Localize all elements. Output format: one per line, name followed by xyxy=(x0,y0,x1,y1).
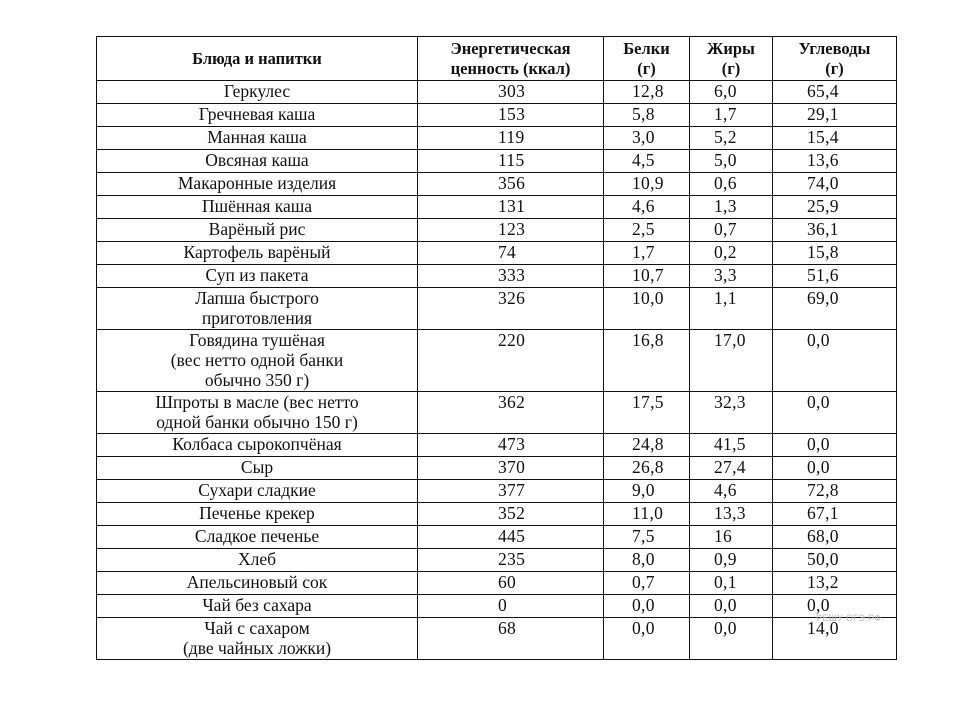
carbs-cell: 13,6 xyxy=(773,150,897,173)
carbs-cell: 68,0 xyxy=(773,526,897,549)
dish-name-line: Сухари сладкие xyxy=(198,480,316,500)
fat-cell: 3,3 xyxy=(690,265,773,288)
table-row xyxy=(97,104,897,127)
energy-cell: 445 xyxy=(418,526,604,549)
protein-cell: 1,7 xyxy=(604,242,690,265)
dish-name-cell xyxy=(97,457,418,480)
protein-cell: 4,6 xyxy=(604,196,690,219)
dish-name-cell xyxy=(97,127,418,150)
protein-cell: 2,5 xyxy=(604,219,690,242)
dish-name-line: Сладкое печенье xyxy=(194,526,320,546)
dish-name-cell xyxy=(97,81,418,104)
header-energy-line1: Энергетическая xyxy=(450,38,571,58)
protein-cell: 16,8 xyxy=(604,330,690,392)
energy-cell: 333 xyxy=(418,265,604,288)
energy-cell: 377 xyxy=(418,480,604,503)
carbs-cell: 0,0 xyxy=(773,434,897,457)
energy-cell: 473 xyxy=(418,434,604,457)
protein-cell: 11,0 xyxy=(604,503,690,526)
dish-name-cell xyxy=(97,219,418,242)
protein-cell: 12,8 xyxy=(604,81,690,104)
carbs-cell: 69,0 xyxy=(773,288,897,330)
carbs-cell: 74,0 xyxy=(773,173,897,196)
energy-cell: 123 xyxy=(418,219,604,242)
protein-cell: 17,5 xyxy=(604,392,690,434)
dish-name-cell xyxy=(97,503,418,526)
table-row xyxy=(97,81,897,104)
carbs-cell: 36,1 xyxy=(773,219,897,242)
protein-cell: 0,0 xyxy=(604,595,690,618)
energy-cell: 68 xyxy=(418,618,604,660)
dish-name-cell xyxy=(97,480,418,503)
table-row xyxy=(97,330,897,392)
dish-name-line: Варёный рис xyxy=(208,219,306,239)
dish-name-line: обычно 350 г) xyxy=(204,370,310,390)
header-dish-label: Блюда и напитки xyxy=(192,48,322,68)
protein-cell: 9,0 xyxy=(604,480,690,503)
dish-name-line: Лапша быстрого xyxy=(195,288,319,308)
carbs-cell: 50,0 xyxy=(773,549,897,572)
dish-name-line: (вес нетто одной банки xyxy=(170,350,344,370)
energy-cell: 131 xyxy=(418,196,604,219)
carbs-cell: 0,0 xyxy=(773,392,897,434)
table-row xyxy=(97,173,897,196)
carbs-cell: 15,4 xyxy=(773,127,897,150)
dish-name-cell xyxy=(97,288,418,330)
table-row xyxy=(97,288,897,330)
carbs-cell: 14,0 xyxy=(773,618,897,660)
fat-cell: 17,0 xyxy=(690,330,773,392)
table-row xyxy=(97,457,897,480)
dish-name-line: Пшённая каша xyxy=(201,196,313,216)
dish-name-cell xyxy=(97,434,418,457)
fat-cell: 41,5 xyxy=(690,434,773,457)
table-row xyxy=(97,392,897,434)
energy-cell: 0 xyxy=(418,595,604,618)
fat-cell: 0,0 xyxy=(690,595,773,618)
fat-cell: 0,2 xyxy=(690,242,773,265)
table-row xyxy=(97,503,897,526)
carbs-cell: 51,6 xyxy=(773,265,897,288)
dish-name-cell xyxy=(97,618,418,660)
fat-cell: 6,0 xyxy=(690,81,773,104)
energy-cell: 220 xyxy=(418,330,604,392)
table-row xyxy=(97,196,897,219)
header-energy xyxy=(418,37,604,81)
nutrition-table xyxy=(96,36,897,660)
dish-name-cell xyxy=(97,104,418,127)
dish-name-cell xyxy=(97,265,418,288)
protein-cell: 7,5 xyxy=(604,526,690,549)
dish-name-line: приготовления xyxy=(201,308,313,328)
protein-cell: 26,8 xyxy=(604,457,690,480)
carbs-cell: 13,2 xyxy=(773,572,897,595)
dish-name-line: Хлеб xyxy=(237,549,277,569)
header-fat-line2: (г) xyxy=(721,58,741,78)
header-carbs xyxy=(773,37,897,81)
dish-name-line: одной банки обычно 150 г) xyxy=(156,412,358,432)
dish-name-line: Шпроты в масле (вес нетто xyxy=(155,392,359,412)
dish-name-cell xyxy=(97,392,418,434)
protein-cell: 4,5 xyxy=(604,150,690,173)
energy-cell: 352 xyxy=(418,503,604,526)
header-fat xyxy=(690,37,773,81)
energy-cell: 362 xyxy=(418,392,604,434)
dish-name-line: Чай без сахара xyxy=(202,595,312,615)
dish-name-cell xyxy=(97,526,418,549)
dish-name-line: (две чайных ложки) xyxy=(182,638,332,658)
header-protein xyxy=(604,37,690,81)
protein-cell: 0,0 xyxy=(604,618,690,660)
protein-cell: 24,8 xyxy=(604,434,690,457)
dish-name-line: Апельсиновый сок xyxy=(186,572,328,592)
carbs-cell: 25,9 xyxy=(773,196,897,219)
energy-cell: 153 xyxy=(418,104,604,127)
fat-cell: 1,3 xyxy=(690,196,773,219)
dish-name-line: Суп из пакета xyxy=(205,265,309,285)
table-row xyxy=(97,480,897,503)
fat-cell: 4,6 xyxy=(690,480,773,503)
fat-cell: 27,4 xyxy=(690,457,773,480)
fat-cell: 0,6 xyxy=(690,173,773,196)
table-row xyxy=(97,265,897,288)
energy-cell: 303 xyxy=(418,81,604,104)
fat-cell: 5,2 xyxy=(690,127,773,150)
header-carbs-line2: (г) xyxy=(825,58,844,78)
fat-cell: 0,9 xyxy=(690,549,773,572)
protein-cell: 10,7 xyxy=(604,265,690,288)
table-row xyxy=(97,595,897,618)
carbs-cell: 67,1 xyxy=(773,503,897,526)
table-row xyxy=(97,572,897,595)
dish-name-line: Манная каша xyxy=(207,127,307,147)
table-row xyxy=(97,127,897,150)
energy-cell: 74 xyxy=(418,242,604,265)
dish-name-line: Картофель варёный xyxy=(183,242,331,262)
carbs-cell: 0,0 xyxy=(773,595,897,618)
protein-cell: 5,8 xyxy=(604,104,690,127)
energy-cell: 119 xyxy=(418,127,604,150)
fat-cell: 1,1 xyxy=(690,288,773,330)
protein-cell: 0,7 xyxy=(604,572,690,595)
dish-name-line: Гречневая каша xyxy=(198,104,316,124)
dish-name-line: Говядина тушёная xyxy=(189,330,325,350)
energy-cell: 60 xyxy=(418,572,604,595)
carbs-cell: 15,8 xyxy=(773,242,897,265)
dish-name-cell xyxy=(97,595,418,618)
dish-name-line: Чай с сахаром xyxy=(204,618,310,638)
header-fat-line1: Жиры xyxy=(707,38,755,58)
dish-name-line: Овсяная каша xyxy=(205,150,309,170)
header-protein-line1: Белки xyxy=(623,38,670,58)
header-protein-line2: (г) xyxy=(637,58,656,78)
header-energy-line2: ценность (ккал) xyxy=(450,58,571,78)
header-carbs-line1: Углеводы xyxy=(798,38,871,58)
fat-cell: 32,3 xyxy=(690,392,773,434)
table-row xyxy=(97,150,897,173)
dish-name-line: Сыр xyxy=(240,457,274,477)
carbs-cell: 0,0 xyxy=(773,457,897,480)
dish-name-cell xyxy=(97,196,418,219)
carbs-cell: 65,4 xyxy=(773,81,897,104)
dish-name-cell xyxy=(97,173,418,196)
table-row xyxy=(97,526,897,549)
table-row xyxy=(97,434,897,457)
fat-cell: 13,3 xyxy=(690,503,773,526)
carbs-cell: 29,1 xyxy=(773,104,897,127)
carbs-cell: 0,0 xyxy=(773,330,897,392)
nutrition-table-container xyxy=(96,36,896,660)
dish-name-line: Печенье крекер xyxy=(199,503,315,523)
dish-name-cell xyxy=(97,150,418,173)
table-row xyxy=(97,549,897,572)
fat-cell: 5,0 xyxy=(690,150,773,173)
energy-cell: 356 xyxy=(418,173,604,196)
dish-name-cell xyxy=(97,330,418,392)
fat-cell: 0,7 xyxy=(690,219,773,242)
energy-cell: 115 xyxy=(418,150,604,173)
energy-cell: 235 xyxy=(418,549,604,572)
table-row xyxy=(97,219,897,242)
fat-cell: 0,0 xyxy=(690,618,773,660)
protein-cell: 8,0 xyxy=(604,549,690,572)
table-row xyxy=(97,242,897,265)
fat-cell: 16 xyxy=(690,526,773,549)
energy-cell: 370 xyxy=(418,457,604,480)
header-row xyxy=(97,37,897,81)
carbs-cell: 72,8 xyxy=(773,480,897,503)
watermark: РЕШУ ОГЭ.РФ xyxy=(816,613,882,623)
dish-name-line: Колбаса сырокопчёная xyxy=(172,434,342,454)
table-row xyxy=(97,618,897,660)
dish-name-cell xyxy=(97,549,418,572)
dish-name-cell xyxy=(97,242,418,265)
dish-name-line: Макаронные изделия xyxy=(177,173,337,193)
table-body xyxy=(97,81,897,660)
fat-cell: 1,7 xyxy=(690,104,773,127)
protein-cell: 3,0 xyxy=(604,127,690,150)
dish-name-line: Геркулес xyxy=(223,81,291,101)
protein-cell: 10,9 xyxy=(604,173,690,196)
header-dish xyxy=(97,37,418,81)
fat-cell: 0,1 xyxy=(690,572,773,595)
dish-name-cell xyxy=(97,572,418,595)
protein-cell: 10,0 xyxy=(604,288,690,330)
energy-cell: 326 xyxy=(418,288,604,330)
